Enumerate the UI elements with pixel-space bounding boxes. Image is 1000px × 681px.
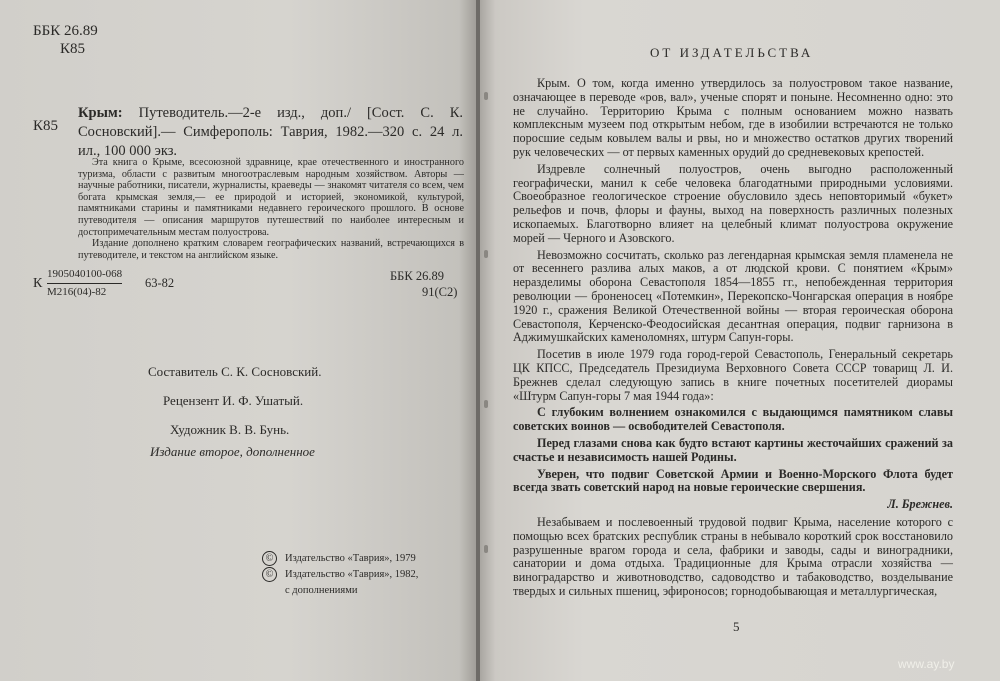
credits (148, 357, 321, 460)
bbk-bottom-line1: ББК 26.89 (390, 269, 444, 283)
left-page (0, 0, 478, 681)
page-heading: ОТ ИЗДАТЕЛЬСТВА (650, 45, 814, 60)
bbk-bottom-line2: 91(С2) (422, 285, 458, 299)
body-paragraph: Незабываем и послевоенный трудовой подвиг Крыма, население которого с помощью всех братских республик страны в небывало короткий срок восстановило разрушенные врагом города и села, фабрики и заводы, сады и виноградники, санатории и дома отдыха. Традиционные для Крыма отрасли хозяйства — виноградарство и животноводство, садоводство и табаководство, возделывание твердых и сильных пшениц, эфироносов; горнодобывающая и металлургическая, (513, 514, 953, 598)
artist: Художник В. В. Бунь. (170, 422, 290, 437)
author-mark: К85 (60, 41, 86, 57)
bbk-code (33, 22, 98, 58)
k-numerator: 1905040100-068 (47, 268, 122, 284)
reviewer: Рецензент И. Ф. Ушатый. (163, 393, 304, 408)
edition-note: Издание второе, дополненное (150, 444, 315, 459)
biblio-title: Крым: (78, 105, 123, 121)
body-paragraph: Крым. О том, когда именно утвердилось за полуостровом такое название, означающее в переводе «ров, вал», ученые спорят и поныне. Несомненно одно: это не случайно. Территорию Крыма с полным основанием можно назвать комплексным музеем под открытым небом, где в изобилии встречаются не только поросшие седым ковылем валы и рвы, но и множество остатков других творений рук человеческих — от первых каменных орудий до средневековых крепостей. (513, 76, 953, 159)
k-denominator: М216(04)-82 (47, 286, 107, 298)
bbk-code-text: ББК 26.89 (33, 23, 98, 39)
abstract-paragraph: Эта книга о Крыме, всесоюзной здравнице, крае отечественного и иностранного туризма, области с развитым многоотраслевым народным хозяйством. Авторы — научные работники, писатели, журналисты, краеведы — знакомят читателя со всем, чем богата крымская земля,— ее природой и историей, экономикой, культурой, памятниками старины и памятниками недавнего героического прошлого. В основе путеводителя — описания маршрутов путешествий по наиболее интересным и достопримечательным местам полуострова. (78, 157, 464, 238)
copyright-line1: Издательство «Таврия», 1979 (285, 553, 416, 564)
k-extra: 63-82 (145, 276, 175, 290)
copyright-icon: © (262, 567, 277, 582)
binding-stitch (484, 545, 488, 553)
quote-paragraph: С глубоким волнением ознакомился с выдающимся памятником славы советских воинов — освободителей Севастополя. (513, 405, 953, 434)
biblio-details: Путеводитель.—2-е изд., доп./ [Сост. С. К. Сосновский].— Симферополь: Таврия, 1982.—320 с. 24 л. ил., 100 000 экз. (78, 105, 463, 159)
side-mark: К85 (33, 118, 59, 134)
watermark: www.ay.by (898, 657, 955, 671)
k-letter: К (33, 276, 43, 291)
binding-stitch (484, 400, 488, 408)
quote-paragraph: Перед глазами снова как будто встают картины жесточайших сражений за счастье и независимость нашей Родины. (513, 435, 953, 464)
quote-paragraph: Уверен, что подвиг Советской Армии и Военно-Морского Флота будет всегда звать советский народ на новые героические свершения. (513, 466, 953, 495)
k-fraction (47, 268, 122, 299)
copyright-line2: Издательство «Таврия», 1982, (285, 569, 419, 580)
abstract-paragraph: Издание дополнено кратким словарем географических названий, встречающихся в путеводителе, и текстом на английском языке. (78, 238, 464, 261)
body-paragraph: Издревле солнечный полуостров, очень выгодно расположенный географически, манил к себе человека благодатными природными условиями. Своеобразное геологическое строение обусловило здесь неповторимый «букет» рельефов и почв, флоры и фауны, выход на поверхность различных полезных ископаемых. Благотворно влияет на целебный климат полуострова окружение морей — Черного и Азовского. (513, 161, 953, 245)
bbk-bottom (390, 268, 457, 300)
body-paragraph: Невозможно сосчитать, сколько раз легендарная крымская земля пламенела не от весеннего разлива алых маков, а от людской крови. С понятием «Крым» неразделимы оборона Севастополя 1854—1855 гг., непобежденная территория революции — броненосец «Потемкин», Перекопско-Чонгарская операция в ноябре 1920 г., сражения Великой Отечественной войны — вторая героическая оборона Севастополя, Керченско-Феодосийская десантная операция, подвиг гарнизона в Аджимушкайских каменоломнях, штурм Сапун-горы. (513, 247, 953, 345)
copyright-line3: с дополнениями (285, 585, 358, 596)
page-number: 5 (733, 619, 740, 634)
right-page (480, 0, 1000, 681)
body-paragraph: Посетив в июле 1979 года город-герой Севастополь, Генеральный секретарь ЦК КПСС, Председатель Президиума Верховного Совета СССР товарищ Л. И. Брежнев сделал следующую запись в книге почетных посетителей диорамы «Штурм Сапун-горы 7 мая 1944 года»: (513, 347, 953, 403)
binding-stitch (484, 250, 488, 258)
signature: Л. Брежнев. (887, 497, 953, 512)
copyright-block (262, 551, 418, 599)
copyright-icon: © (262, 551, 277, 566)
binding-stitch (484, 92, 488, 100)
body-text (513, 77, 953, 602)
abstract (78, 157, 464, 261)
bibliographic-record (78, 104, 463, 161)
compiler: Составитель С. К. Сосновский. (148, 364, 322, 379)
